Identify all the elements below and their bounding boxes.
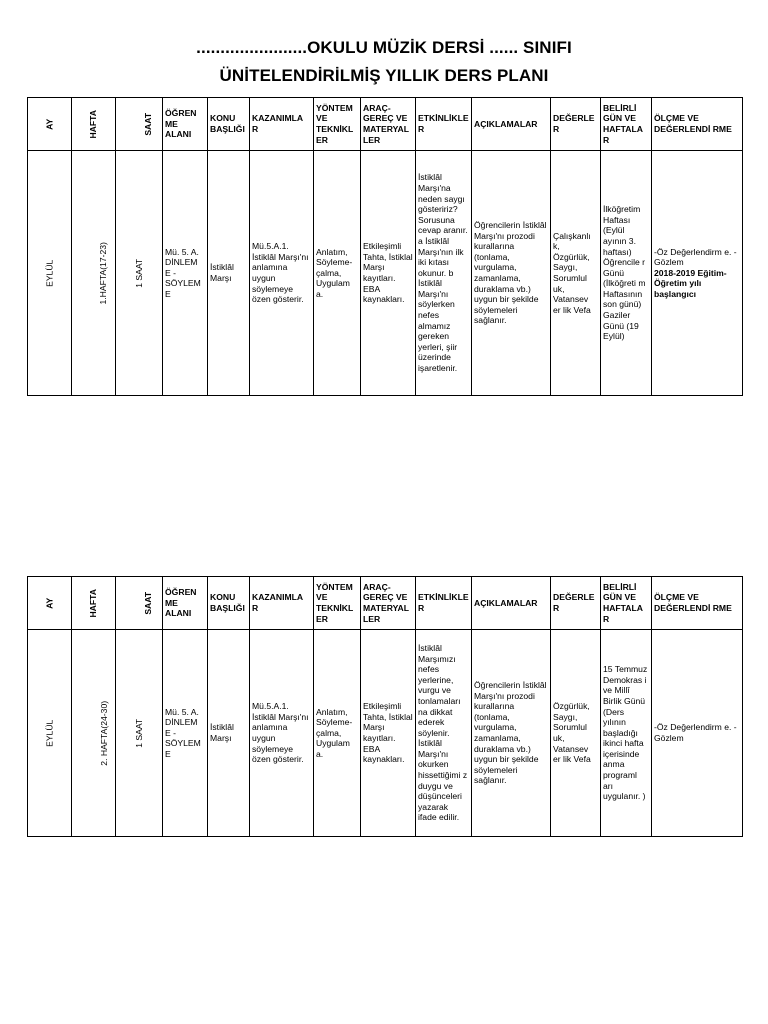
header-olcme: ÖLÇME VE DEĞERLENDİ RME: [652, 577, 743, 630]
lesson-plan-table-week-1: [27, 97, 743, 396]
cell-olcme: [652, 630, 743, 837]
table-row: [28, 151, 743, 396]
header-konu-basligi: KONU BAŞLIĞI: [208, 577, 250, 630]
cell-ay: EYLÜL: [28, 630, 72, 837]
cell-ogrenme-alani: Mü. 5. A. DİNLEM E - SÖYLEM E: [163, 151, 208, 396]
cell-belirli-gun: İlköğretim Haftası (Eylül ayının 3. haftası) Öğrencile r Günü (İlköğreti m Haftasının son günü) Gaziler Günü (19 Eylül): [601, 151, 652, 396]
header-belirli-gun: BELİRLİ GÜN VE HAFTALA R: [601, 98, 652, 151]
cell-saat: 1 SAAT: [116, 151, 163, 396]
header-ogrenme-alani: ÖĞREN ME ALANI: [163, 577, 208, 630]
olcme-note: 2018-2019 Eğitim-Öğretim yılı başlangıcı: [654, 267, 727, 299]
table-header-row: [28, 577, 743, 630]
cell-konu-basligi: İstiklâl Marşı: [208, 630, 250, 837]
header-ogrenme-alani: ÖĞREN ME ALANI: [163, 98, 208, 151]
cell-belirli-gun: 15 Temmuz Demokras i ve Millî Birlik Günü (Ders yılının başladığı ikinci hafta içerisinde anma programl arı uygulanır. ): [601, 630, 652, 837]
header-aciklamalar: AÇIKLAMALAR: [472, 577, 551, 630]
table-row: [28, 630, 743, 837]
header-ay: AY: [28, 98, 72, 151]
lesson-plan-table-week-2: [27, 576, 743, 837]
header-olcme: ÖLÇME VE DEĞERLENDİ RME: [652, 98, 743, 151]
table-header-row: [28, 98, 743, 151]
cell-yontem: Anlatım, Söyleme-çalma, Uygulam a.: [314, 151, 361, 396]
cell-ay: EYLÜL: [28, 151, 72, 396]
cell-arac: Etkileşimli Tahta, İstiklal Marşı kayıtları. EBA kaynakları.: [361, 630, 416, 837]
header-kazanimlar: KAZANIMLA R: [250, 577, 314, 630]
header-arac: ARAÇ-GEREÇ VE MATERYAL LER: [361, 577, 416, 630]
cell-arac: Etkileşimli Tahta, İstiklal Marşı kayıtları. EBA kaynakları.: [361, 151, 416, 396]
document-title-line-2: ÜNİTELENDİRİLMİŞ YILLIK DERS PLANI: [219, 66, 549, 85]
cell-aciklamalar: Öğrencilerin İstiklâl Marşı'nı prozodi kurallarına (tonlama, vurgulama, zamanlama, duraklama vb.) uygun bir şekilde söylemeleri sağlanır.: [472, 151, 551, 396]
cell-aciklamalar: Öğrencilerin İstiklâl Marşı'nı prozodi kurallarına (tonlama, vurgulama, zamanlama, duraklama vb.) uygun bir şekilde söylemeleri sağlanır.: [472, 630, 551, 837]
header-saat: SAAT: [116, 577, 163, 630]
header-degerler: DEĞERLE R: [551, 98, 601, 151]
cell-olcme: [652, 151, 743, 396]
cell-hafta: 1.HAFTA(17-23): [72, 151, 116, 396]
header-etkinlikler: ETKİNLİKLE R: [416, 577, 472, 630]
header-belirli-gun: BELİRLİ GÜN VE HAFTALA R: [601, 577, 652, 630]
document-title-line-1: .......................OKULU MÜZİK DERSİ ...... SINIFI: [196, 38, 572, 57]
cell-degerler: Özgürlük, Saygı, Sorumlul uk, Vatansev er lik Vefa: [551, 630, 601, 837]
header-saat: SAAT: [116, 98, 163, 151]
cell-etkinlikler: İstiklâl Marşı'na neden saygı gösteririz? Sorusuna cevap aranır. a İstiklâl Marşı'nın ilk iki kıtası okunur. b İstiklâl Marşı'nı söylerken nefes almamız gereken yerleri, şiir üzerinde işaretlenir.: [416, 151, 472, 396]
header-ay: AY: [28, 577, 72, 630]
header-degerler: DEĞERLE R: [551, 577, 601, 630]
header-yontem: YÖNTEM VE TEKNİKL ER: [314, 98, 361, 151]
cell-yontem: Anlatım, Söyleme-çalma, Uygulam a.: [314, 630, 361, 837]
cell-konu-basligi: İstiklâl Marşı: [208, 151, 250, 396]
cell-saat: 1 SAAT: [116, 630, 163, 837]
header-aciklamalar: AÇIKLAMALAR: [472, 98, 551, 151]
header-hafta: HAFTA: [72, 577, 116, 630]
header-arac: ARAÇ-GEREÇ VE MATERYAL LER: [361, 98, 416, 151]
olcme-text: -Öz Değerlendirm e. -Gözlem: [654, 246, 737, 268]
cell-kazanimlar: Mü.5.A.1. İstiklâl Marşı'nı anlamına uygun söylemeye özen gösterir.: [250, 630, 314, 837]
header-kazanimlar: KAZANIMLA R: [250, 98, 314, 151]
cell-kazanimlar: Mü.5.A.1. İstiklâl Marşı'nı anlamına uygun söylemeye özen gösterir.: [250, 151, 314, 396]
olcme-text: -Öz Değerlendirm e. -Gözlem: [654, 722, 737, 743]
cell-ogrenme-alani: Mü. 5. A. DİNLEM E - SÖYLEM E: [163, 630, 208, 837]
cell-hafta: 2. HAFTA(24-30): [72, 630, 116, 837]
header-yontem: YÖNTEM VE TEKNİKL ER: [314, 577, 361, 630]
cell-degerler: Çalışkanlı k, Özgürlük, Saygı, Sorumlul uk, Vatansev er lik Vefa: [551, 151, 601, 396]
header-etkinlikler: ETKİNLİKLE R: [416, 98, 472, 151]
cell-etkinlikler: İstiklâl Marşımızı nefes yerlerine, vurgu ve tonlamaları na dikkat ederek söylenir. İstiklâl Marşı'nı okurken hissettiğimi z duygu ve düşünceleri yazarak ifade edilir.: [416, 630, 472, 837]
header-konu-basligi: KONU BAŞLIĞI: [208, 98, 250, 151]
header-hafta: HAFTA: [72, 98, 116, 151]
